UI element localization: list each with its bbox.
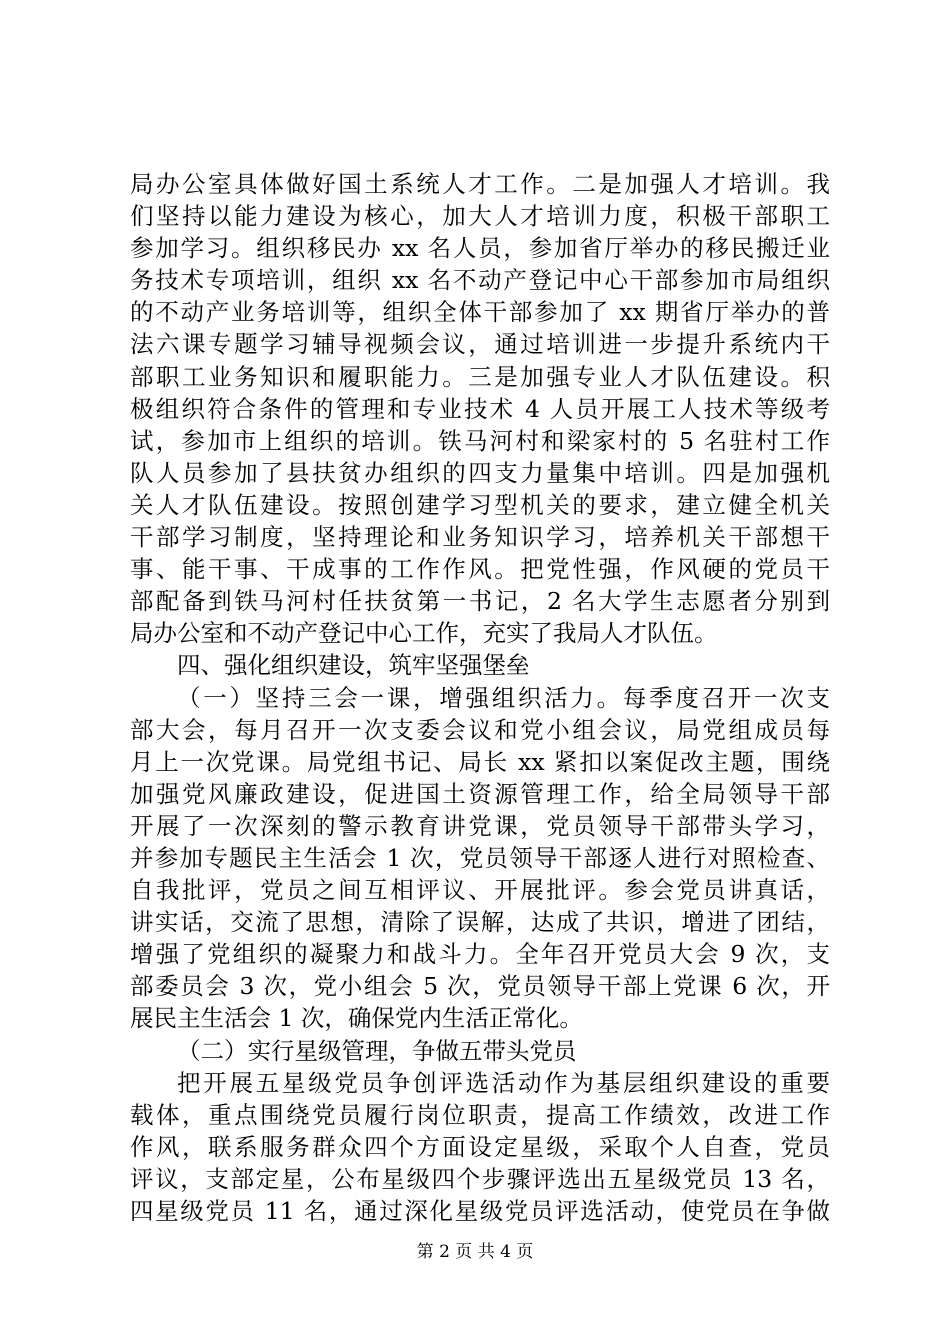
text-line: 队人员参加了县扶贫办组织的四支力量集中培训。四是加强机 [130,458,830,487]
text-line: 试，参加市上组织的培训。铁马河村和梁家村的 5 名驻村工作 [130,426,830,455]
page-number-label: 第 2 页 共 4 页 [416,1242,534,1262]
text-line: 评议，支部定星，公布星级四个步骤评选出五星级党员 13 名， [130,1164,830,1193]
text-line: 法六课专题学习辅导视频会议，通过培训进一步提升系统内干 [130,330,830,359]
text-line: 局办公室具体做好国土系统人才工作。二是加强人才培训。我 [130,170,830,198]
text-line: 作风，联系服务群众四个方面设定星级，采取个人自查，党员 [130,1132,830,1161]
text-line: 的不动产业务培训等，组织全体干部参加了 xx 期省厅举办的普 [130,298,830,327]
text-line: 极组织符合条件的管理和专业技术 4 人员开展工人技术等级考 [130,394,830,423]
text-line: 干部学习制度，坚持理论和业务知识学习，培养机关干部想干 [130,523,830,552]
document-body [130,168,830,1227]
text-line: 局办公室和不动产登记中心工作，充实了我局人才队伍。 [130,619,718,648]
text-line: 展民主生活会 1 次，确保党内生活正常化。 [130,1004,583,1033]
text-line: 部委员会 3 次，党小组会 5 次，党员领导干部上党课 6 次，开 [130,972,830,1001]
section-heading: 四、强化组织建设，筑牢坚强堡垒 [177,651,530,680]
text-line: 讲实话，交流了思想，清除了误解，达成了共识，增进了团结， [130,908,830,937]
text-line: 开展了一次深刻的警示教育讲党课，党员领导干部带头学习， [130,811,830,840]
subsection-heading: （二）实行星级管理，争做五带头党员 [177,1036,577,1065]
text-line: 务技术专项培训，组织 xx 名不动产登记中心干部参加市局组织 [130,266,830,295]
text-line: 部配备到铁马河村任扶贫第一书记，2 名大学生志愿者分别到 [130,587,830,616]
text-line: 参加学习。组织移民办 xx 名人员，参加省厅举办的移民搬迁业 [130,234,830,263]
text-line: 加强党风廉政建设，促进国土资源管理工作，给全局领导干部 [130,779,830,808]
text-line: 关人才队伍建设。按照创建学习型机关的要求，建立健全机关 [130,490,830,519]
subsection-heading: （一）坚持三会一课，增强组织活力。每季度召开一次支 [177,683,830,712]
text-line: 们坚持以能力建设为核心，加大人才培训力度，积极干部职工 [130,202,830,231]
text-line: 把开展五星级党员争创评选活动作为基层组织建设的重要 [177,1068,830,1097]
text-line: 自我批评，党员之间互相评议、开展批评。参会党员讲真话， [130,876,830,905]
text-line: 部职工业务知识和履职能力。三是加强专业人才队伍建设。积 [130,362,830,391]
page-footer [0,1241,950,1263]
text-line: 并参加专题民主生活会 1 次，党员领导干部逐人进行对照检查、 [130,843,830,872]
text-line: 部大会，每月召开一次支委会议和党小组会议，局党组成员每 [130,715,830,744]
text-line: 事、能干事、干成事的工作作风。把党性强，作风硬的党员干 [130,555,830,584]
text-line: 载体，重点围绕党员履行岗位职责，提高工作绩效，改进工作 [130,1100,830,1129]
text-line: 四星级党员 11 名，通过深化星级党员评选活动，使党员在争做 [130,1197,830,1225]
text-line: 增强了党组织的凝聚力和战斗力。全年召开党员大会 9 次，支 [130,940,830,969]
text-line: 月上一次党课。局党组书记、局长 xx 紧扣以案促改主题，围绕 [130,747,830,776]
